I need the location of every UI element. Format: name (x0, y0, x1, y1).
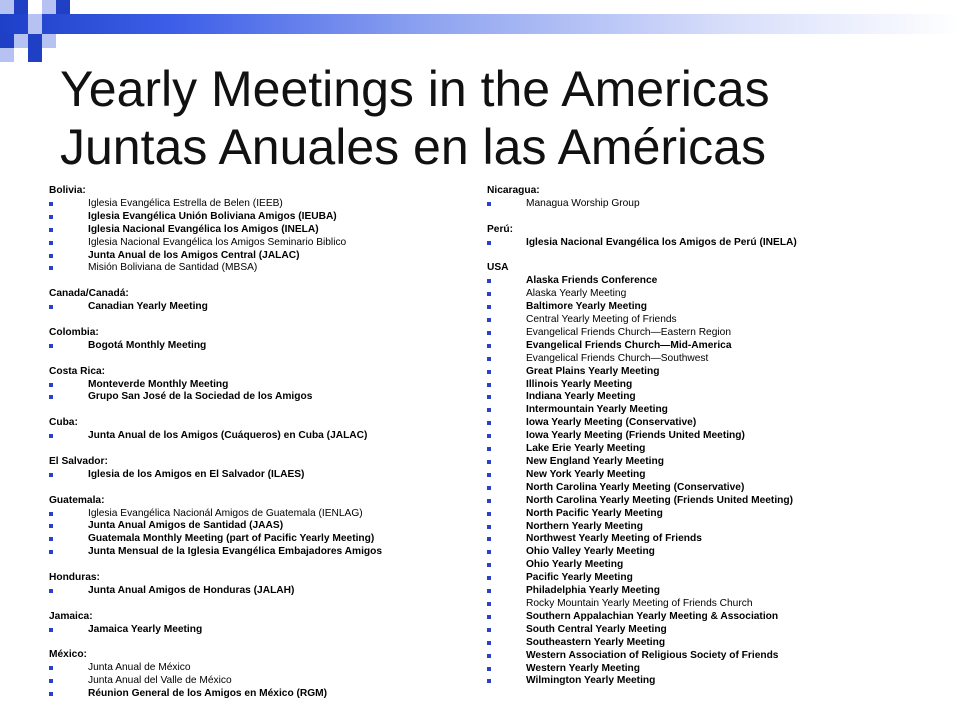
square-bullet-icon (49, 202, 53, 206)
square-bullet-icon (487, 499, 491, 503)
meeting-list-item (487, 611, 927, 624)
square-bullet-icon (487, 344, 491, 348)
square-bullet-icon (49, 679, 53, 683)
square-bullet-icon (49, 537, 53, 541)
meeting-list-item (49, 688, 479, 701)
meeting-name: Northern Yearly Meeting (526, 520, 644, 532)
meeting-list-item (487, 533, 927, 546)
square-bullet-icon (487, 305, 491, 309)
meeting-name: New York Yearly Meeting (526, 468, 646, 480)
meeting-list-item (487, 637, 927, 650)
square-bullet-icon (487, 241, 491, 245)
meeting-list-item (487, 663, 927, 676)
meeting-list-item (487, 469, 927, 482)
square-bullet-icon (49, 228, 53, 232)
decor-square (0, 34, 14, 48)
slide-title-line-1: Yearly Meetings in the Americas (60, 61, 770, 117)
country-group (49, 456, 479, 482)
country-group (487, 262, 927, 688)
meeting-list-item (487, 275, 927, 288)
meeting-name: Junta Mensual de la Iglesia Evangélica Embajadores Amigos (88, 546, 383, 558)
meeting-list-item (487, 288, 927, 301)
square-bullet-icon (49, 692, 53, 696)
meeting-name: Wilmington Yearly Meeting (526, 675, 656, 687)
meeting-name: Junta Anual de México (88, 662, 191, 674)
meeting-name: Baltimore Yearly Meeting (526, 301, 647, 313)
meeting-list-item (487, 237, 927, 250)
meeting-list-item (49, 379, 479, 392)
square-bullet-icon (487, 512, 491, 516)
meeting-name: Philadelphia Yearly Meeting (526, 585, 660, 597)
square-bullet-icon (487, 383, 491, 387)
meeting-list-item (487, 366, 927, 379)
meeting-list-item (487, 301, 927, 314)
meeting-list-item (487, 391, 927, 404)
decor-square (42, 34, 56, 48)
meeting-list-item (49, 662, 479, 675)
square-bullet-icon (487, 421, 491, 425)
meeting-list-item (49, 624, 479, 637)
meeting-list-item (49, 675, 479, 688)
right-column (487, 185, 927, 701)
meeting-name: Northwest Yearly Meeting of Friends (526, 533, 702, 545)
country-heading: Jamaica: (49, 610, 93, 622)
country-group (49, 417, 479, 443)
square-bullet-icon (487, 563, 491, 567)
header-gradient-bar (0, 14, 960, 34)
meeting-list-item (49, 520, 479, 533)
square-bullet-icon (487, 679, 491, 683)
meeting-name: Junta Anual del Valle de México (88, 675, 232, 687)
meeting-name: Southeastern Yearly Meeting (526, 636, 666, 648)
meeting-name: Grupo San José de la Sociedad de los Amigos (88, 391, 313, 403)
meeting-list-item (487, 456, 927, 469)
square-bullet-icon (487, 202, 491, 206)
meeting-name: Managua Worship Group (526, 197, 640, 209)
square-bullet-icon (487, 370, 491, 374)
meeting-name: Iowa Yearly Meeting (Conservative) (526, 417, 697, 429)
meeting-name: Rocky Mountain Yearly Meeting of Friends Church (526, 597, 753, 609)
meeting-list-item (487, 675, 927, 688)
country-group (487, 224, 927, 250)
meeting-list-item (49, 533, 479, 546)
square-bullet-icon (49, 512, 53, 516)
square-bullet-icon (49, 241, 53, 245)
square-bullet-icon (49, 344, 53, 348)
meeting-name: Iglesia Nacional Evangélica los Amigos (INELA) (88, 223, 319, 235)
square-bullet-icon (487, 460, 491, 464)
square-bullet-icon (49, 524, 53, 528)
square-bullet-icon (487, 331, 491, 335)
square-bullet-icon (49, 266, 53, 270)
square-bullet-icon (487, 292, 491, 296)
meeting-name: Iglesia Nacional Evangélica los Amigos Seminario Biblico (88, 236, 347, 248)
meeting-list-item (487, 559, 927, 572)
meeting-name: Ohio Yearly Meeting (526, 559, 624, 571)
square-bullet-icon (49, 305, 53, 309)
square-bullet-icon (487, 550, 491, 554)
square-bullet-icon (49, 254, 53, 258)
meeting-name: Indiana Yearly Meeting (526, 391, 636, 403)
decor-square (28, 34, 42, 48)
country-group (487, 185, 927, 211)
meeting-list-item (487, 495, 927, 508)
meeting-name: Central Yearly Meeting of Friends (526, 314, 677, 326)
meeting-list-item (49, 585, 479, 598)
square-bullet-icon (487, 279, 491, 283)
country-group (49, 185, 479, 275)
meeting-name: Iglesia Evangélica Nacionál Amigos de Guatemala (IENLAG) (88, 507, 363, 519)
meeting-name: Iglesia Evangélica Unión Boliviana Amigos (IEUBA) (88, 210, 337, 222)
country-group (49, 288, 479, 314)
meeting-list-item (487, 572, 927, 585)
square-bullet-icon (49, 434, 53, 438)
meeting-list-item (49, 198, 479, 211)
meeting-name: Misión Boliviana de Santidad (MBSA) (88, 262, 258, 274)
meeting-list-item (487, 650, 927, 663)
country-group (49, 366, 479, 405)
meeting-list-item (49, 508, 479, 521)
meeting-list-item (487, 443, 927, 456)
meeting-list-item (49, 224, 479, 237)
decor-square (0, 48, 14, 62)
square-bullet-icon (487, 615, 491, 619)
decor-square (14, 0, 28, 14)
country-group (49, 572, 479, 598)
meeting-list-item (487, 598, 927, 611)
meeting-list-item (487, 327, 927, 340)
country-heading: Costa Rica: (49, 365, 106, 377)
meeting-list-item (487, 404, 927, 417)
meeting-name: Junta Anual Amigos de Santidad (JAAS) (88, 520, 284, 532)
meeting-name: Iowa Yearly Meeting (Friends United Meeting) (526, 430, 745, 442)
meeting-list-item (487, 521, 927, 534)
square-bullet-icon (49, 383, 53, 387)
meeting-list-item (487, 340, 927, 353)
country-heading: México: (49, 649, 87, 661)
meeting-name: Réunion General de los Amigos en México (RGM) (88, 688, 328, 700)
meeting-name: Evangelical Friends Church—Eastern Region (526, 326, 731, 338)
square-bullet-icon (487, 576, 491, 580)
meeting-list-item (487, 314, 927, 327)
square-bullet-icon (487, 395, 491, 399)
meeting-list-item (487, 546, 927, 559)
meeting-list-item (487, 482, 927, 495)
meeting-list-item (49, 211, 479, 224)
meeting-name: Evangelical Friends Church—Mid-America (526, 339, 732, 351)
meeting-list-item (49, 469, 479, 482)
country-heading: Bolivia: (49, 185, 86, 196)
meeting-name: North Carolina Yearly Meeting (Friends United Meeting) (526, 494, 793, 506)
country-group (49, 495, 479, 560)
country-heading: USA (487, 262, 509, 274)
square-bullet-icon (49, 628, 53, 632)
country-heading: Guatemala: (49, 494, 105, 506)
meeting-list-item (487, 508, 927, 521)
meeting-name: Jamaica Yearly Meeting (88, 623, 203, 635)
meeting-name: Great Plains Yearly Meeting (526, 365, 660, 377)
square-bullet-icon (487, 434, 491, 438)
country-heading: Nicaragua: (487, 185, 540, 196)
square-bullet-icon (487, 628, 491, 632)
country-heading: El Salvador: (49, 455, 108, 467)
meeting-name: Monteverde Monthly Meeting (88, 378, 229, 390)
square-bullet-icon (49, 473, 53, 477)
slide-title-line-2: Juntas Anuales en las Américas (60, 119, 766, 175)
country-group (49, 327, 479, 353)
square-bullet-icon (487, 408, 491, 412)
meeting-list-item (49, 340, 479, 353)
meeting-list-item (487, 379, 927, 392)
meeting-name: Alaska Friends Conference (526, 275, 658, 287)
meeting-name: Guatemala Monthly Meeting (part of Pacific Yearly Meeting) (88, 533, 375, 545)
square-bullet-icon (487, 641, 491, 645)
meeting-name: North Pacific Yearly Meeting (526, 507, 663, 519)
decor-square (14, 34, 28, 48)
country-group (49, 649, 479, 701)
meeting-list-item (49, 546, 479, 559)
square-bullet-icon (487, 357, 491, 361)
meeting-name: Illinois Yearly Meeting (526, 378, 633, 390)
meeting-list-item (49, 391, 479, 404)
meeting-list-item (49, 250, 479, 263)
square-bullet-icon (487, 473, 491, 477)
meeting-name: New England Yearly Meeting (526, 456, 664, 467)
meeting-name: Iglesia de los Amigos en El Salvador (ILAES) (88, 468, 305, 480)
meeting-list-item (49, 430, 479, 443)
meeting-list-item (49, 301, 479, 314)
decor-square (28, 48, 42, 62)
square-bullet-icon (49, 550, 53, 554)
country-heading: Cuba: (49, 417, 78, 429)
country-heading: Honduras: (49, 572, 100, 584)
meeting-name: Canadian Yearly Meeting (88, 301, 208, 313)
country-heading: Colombia: (49, 326, 99, 338)
meeting-name: Bogotá Monthly Meeting (88, 339, 207, 351)
meeting-list-item (487, 624, 927, 637)
meeting-list-item (487, 430, 927, 443)
square-bullet-icon (487, 525, 491, 529)
square-bullet-icon (487, 537, 491, 541)
square-bullet-icon (487, 486, 491, 490)
meeting-name: Alaska Yearly Meeting (526, 288, 627, 300)
country-heading: Canada/Canadá: (49, 288, 129, 300)
meeting-list-item (487, 198, 927, 211)
meeting-name: Junta Anual Amigos de Honduras (JALAH) (88, 584, 295, 596)
square-bullet-icon (487, 318, 491, 322)
square-bullet-icon (487, 447, 491, 451)
meeting-list-item (487, 585, 927, 598)
meeting-name: Evangelical Friends Church—Southwest (526, 352, 709, 364)
meeting-name: Junta Anual de los Amigos (Cuáqueros) en Cuba (JALAC) (88, 430, 368, 442)
meeting-list-item (487, 417, 927, 430)
square-bullet-icon (487, 589, 491, 593)
meeting-list-item (49, 262, 479, 275)
meeting-name: North Carolina Yearly Meeting (Conservative) (526, 481, 745, 493)
meeting-name: Lake Erie Yearly Meeting (526, 443, 646, 455)
slide-title (60, 60, 940, 176)
country-heading: Perú: (487, 223, 514, 235)
square-bullet-icon (49, 215, 53, 219)
decor-square (28, 14, 42, 34)
meeting-name: Intermountain Yearly Meeting (526, 404, 668, 416)
decor-square (0, 0, 14, 14)
square-bullet-icon (487, 602, 491, 606)
meeting-name: Iglesia Nacional Evangélica los Amigos de Perú (INELA) (526, 236, 797, 248)
square-bullet-icon (49, 589, 53, 593)
meeting-name: Southern Appalachian Yearly Meeting & Association (526, 610, 779, 622)
meeting-name: Western Association of Religious Society of Friends (526, 649, 779, 661)
meeting-name: South Central Yearly Meeting (526, 623, 667, 635)
meeting-list-item (487, 353, 927, 366)
left-column (49, 185, 479, 714)
decor-square (56, 0, 70, 14)
meeting-name: Pacific Yearly Meeting (526, 572, 633, 584)
meeting-name: Western Yearly Meeting (526, 662, 640, 674)
meeting-name: Iglesia Evangélica Estrella de Belen (IEEB) (88, 197, 283, 209)
meeting-name: Ohio Valley Yearly Meeting (526, 546, 655, 558)
decor-square (42, 0, 56, 14)
square-bullet-icon (487, 654, 491, 658)
meeting-list-item (49, 237, 479, 250)
square-bullet-icon (487, 667, 491, 671)
country-group (49, 611, 479, 637)
square-bullet-icon (49, 395, 53, 399)
meeting-name: Junta Anual de los Amigos Central (JALAC) (88, 249, 300, 261)
square-bullet-icon (49, 666, 53, 670)
